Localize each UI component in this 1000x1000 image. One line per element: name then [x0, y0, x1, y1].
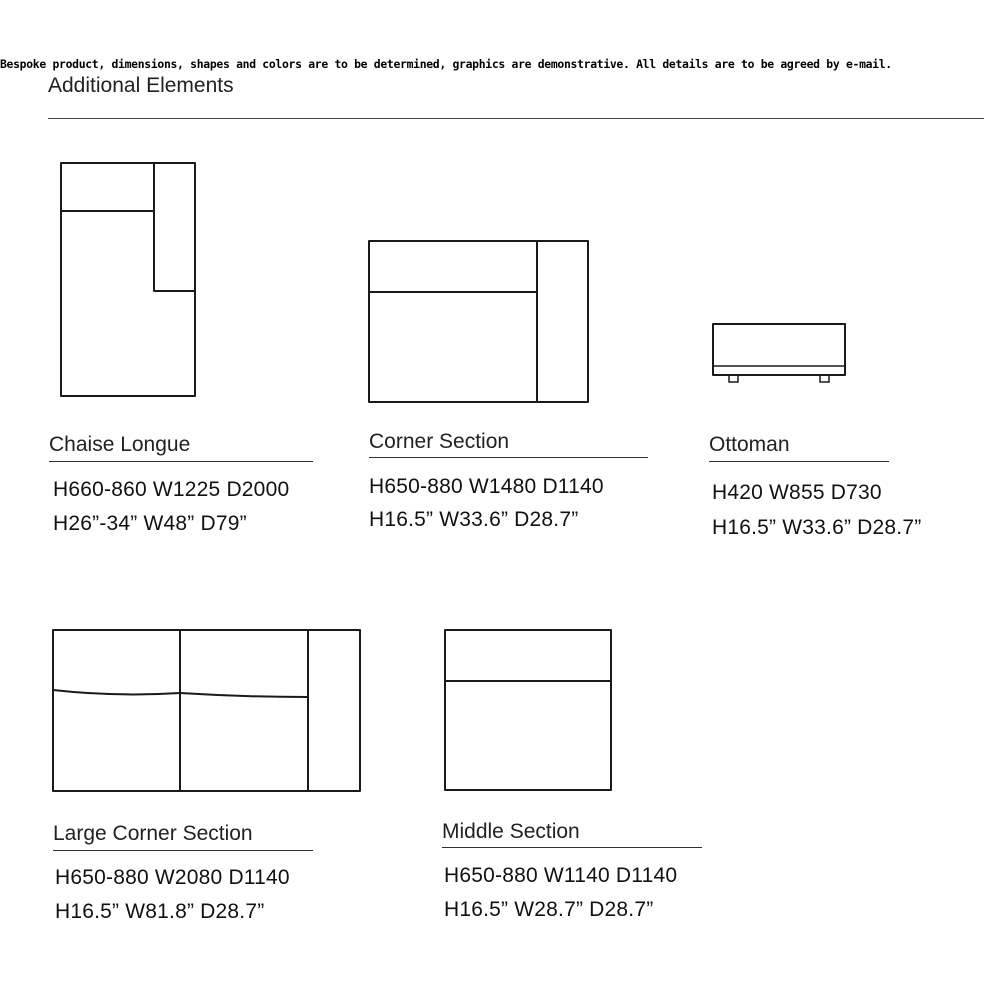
middle-section-rule — [442, 847, 702, 848]
middle-section-dims-imperial: H16.5” W28.7” D28.7” — [444, 898, 654, 921]
corner-section-dims-metric: H650-880 W1480 D1140 — [369, 475, 604, 498]
middle-section-name: Middle Section — [442, 820, 580, 843]
large-corner-section-dims-imperial: H16.5” W81.8” D28.7” — [55, 900, 265, 923]
ottoman-dims-metric: H420 W855 D730 — [712, 481, 882, 504]
chaise-longue-dims-imperial: H26”-34” W48” D79” — [53, 512, 247, 535]
ottoman-name: Ottoman — [709, 433, 790, 456]
large-corner-section-dims-metric: H650-880 W2080 D1140 — [55, 866, 290, 889]
corner-section-name: Corner Section — [369, 430, 510, 453]
large-corner-section-name: Large Corner Section — [53, 822, 253, 845]
chaise-longue-name: Chaise Longue — [49, 433, 191, 456]
middle-section-dims-metric: H650-880 W1140 D1140 — [444, 864, 678, 887]
section-title: Additional Elements — [48, 74, 234, 97]
corner-section-dims-imperial: H16.5” W33.6” D28.7” — [369, 508, 579, 531]
chaise-longue-dims-metric: H660-860 W1225 D2000 — [53, 478, 290, 501]
disclaimer-text: Bespoke product, dimensions, shapes and colors are to be determined, graphics are demonstrative. All details are to be agreed by e-mail. — [0, 57, 892, 71]
ottoman-dims-imperial: H16.5” W33.6” D28.7” — [712, 516, 922, 539]
